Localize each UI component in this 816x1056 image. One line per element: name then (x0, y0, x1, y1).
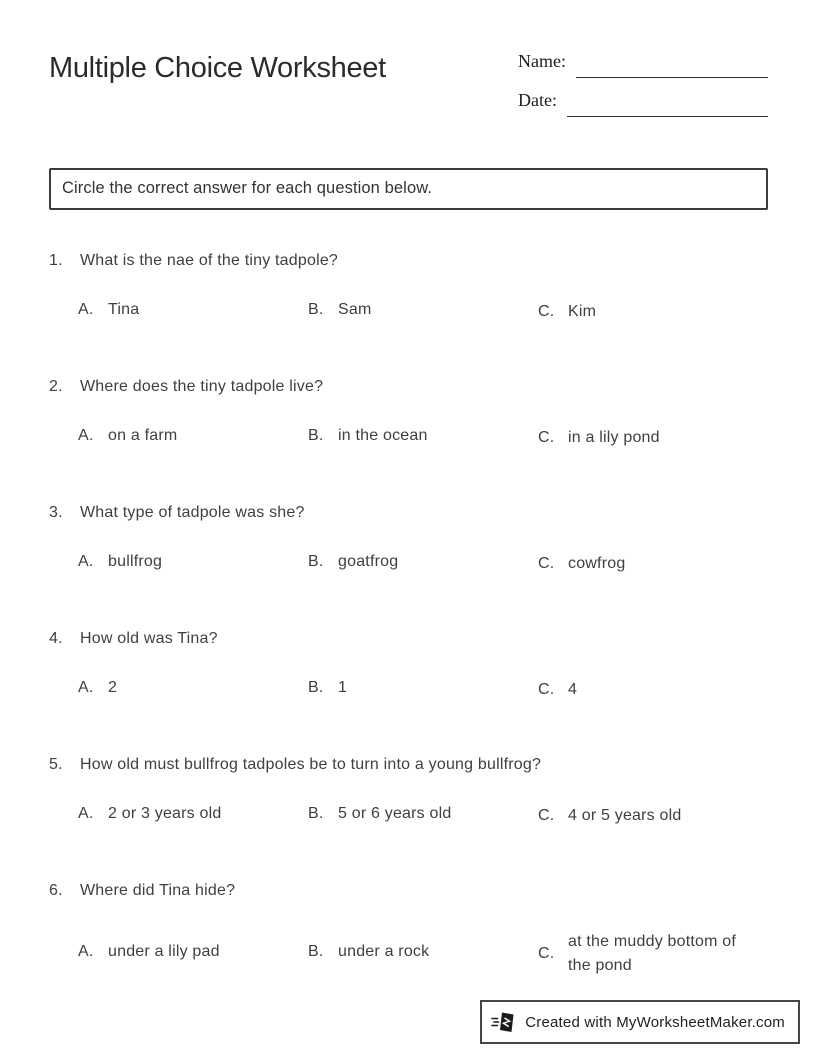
question-row (49, 504, 768, 522)
option-c[interactable] (538, 925, 768, 978)
option-c-text: 4 or 5 years old (568, 807, 682, 824)
option-a-text: under a lily pad (108, 942, 220, 960)
option-b-label: B. (308, 552, 324, 570)
credit-text: Created with MyWorksheetMaker.com (525, 1013, 785, 1031)
option-c[interactable] (538, 799, 768, 828)
question-text: Where does the tiny tadpole live? (80, 378, 324, 395)
option-c-label: C. (538, 303, 555, 320)
question-row (49, 378, 768, 396)
option-c-text: at the muddy bottom of the pond (568, 933, 737, 974)
date-label: Date: (518, 90, 557, 110)
option-a-text: 2 or 3 years old (108, 804, 222, 822)
options-row (78, 295, 768, 324)
option-b[interactable] (308, 925, 538, 978)
option-a-label: A. (78, 300, 94, 318)
name-input-line[interactable] (576, 56, 768, 78)
question-text: Where did Tina hide? (80, 882, 236, 899)
worksheet-maker-logo-icon (491, 1009, 517, 1035)
date-row (518, 89, 768, 111)
option-a-label: A. (78, 678, 94, 696)
option-a[interactable] (78, 799, 308, 828)
question-item-1 (49, 252, 768, 324)
option-a-label: A. (78, 942, 94, 960)
question-row (49, 882, 768, 900)
option-b-text: 1 (338, 678, 348, 696)
options-row (78, 799, 768, 828)
question-text: How old was Tina? (80, 630, 218, 647)
option-b-label: B. (308, 678, 324, 696)
question-text: How old must bullfrog tadpoles be to turn into a young bullfrog? (80, 756, 542, 773)
option-a-label: A. (78, 426, 94, 444)
name-date-block (518, 50, 768, 128)
option-c-text: cowfrog (568, 555, 626, 572)
question-number: 3. (49, 504, 63, 521)
question-item-4 (49, 630, 768, 702)
option-b-text: under a rock (338, 942, 430, 960)
question-row (49, 756, 768, 774)
option-b-label: B. (308, 942, 324, 960)
option-c-label: C. (538, 429, 555, 446)
option-c[interactable] (538, 673, 768, 702)
credit-box (480, 1000, 800, 1044)
question-number: 2. (49, 378, 63, 395)
option-c[interactable] (538, 421, 768, 450)
option-c-label: C. (538, 681, 555, 698)
option-b-label: B. (308, 426, 324, 444)
option-b-text: in the ocean (338, 426, 428, 444)
question-number: 1. (49, 252, 63, 269)
option-a-text: on a farm (108, 426, 178, 444)
name-label: Name: (518, 51, 566, 71)
option-c-label: C. (538, 807, 555, 824)
option-b[interactable] (308, 421, 538, 450)
option-c-text: 4 (568, 681, 578, 698)
option-a[interactable] (78, 421, 308, 450)
option-c-text: Kim (568, 303, 597, 320)
option-b[interactable] (308, 295, 538, 324)
option-c-text: in a lily pond (568, 429, 660, 446)
option-a-text: bullfrog (108, 552, 163, 570)
worksheet-header (49, 49, 768, 128)
option-b-text: Sam (338, 300, 372, 318)
option-a-text: Tina (108, 300, 140, 318)
option-c[interactable] (538, 295, 768, 324)
instructions-box (49, 168, 768, 210)
options-row (78, 925, 768, 978)
option-b-text: goatfrog (338, 552, 399, 570)
option-b[interactable] (308, 799, 538, 828)
option-a-text: 2 (108, 678, 118, 696)
question-number: 5. (49, 756, 63, 773)
options-row (78, 547, 768, 576)
question-item-6 (49, 882, 768, 978)
option-a[interactable] (78, 295, 308, 324)
question-item-3 (49, 504, 768, 576)
option-c-label: C. (538, 945, 555, 962)
name-row (518, 50, 768, 72)
question-item-5 (49, 756, 768, 828)
questions-list (49, 252, 768, 978)
option-b-label: B. (308, 300, 324, 318)
instructions-text: Circle the correct answer for each question below. (62, 179, 433, 197)
date-input-line[interactable] (567, 95, 768, 117)
question-text: What is the nae of the tiny tadpole? (80, 252, 339, 269)
option-b-label: B. (308, 804, 324, 822)
option-a[interactable] (78, 547, 308, 576)
option-a[interactable] (78, 925, 308, 978)
question-item-2 (49, 378, 768, 450)
question-row (49, 252, 768, 270)
option-a-label: A. (78, 552, 94, 570)
option-c-label: C. (538, 555, 555, 572)
option-a[interactable] (78, 673, 308, 702)
question-row (49, 630, 768, 648)
question-number: 4. (49, 630, 63, 647)
option-c[interactable] (538, 547, 768, 576)
option-a-label: A. (78, 804, 94, 822)
question-text: What type of tadpole was she? (80, 504, 305, 521)
options-row (78, 673, 768, 702)
option-b[interactable] (308, 547, 538, 576)
option-b[interactable] (308, 673, 538, 702)
page-title: Multiple Choice Worksheet (49, 52, 386, 84)
option-b-text: 5 or 6 years old (338, 804, 452, 822)
options-row (78, 421, 768, 450)
question-number: 6. (49, 882, 63, 899)
